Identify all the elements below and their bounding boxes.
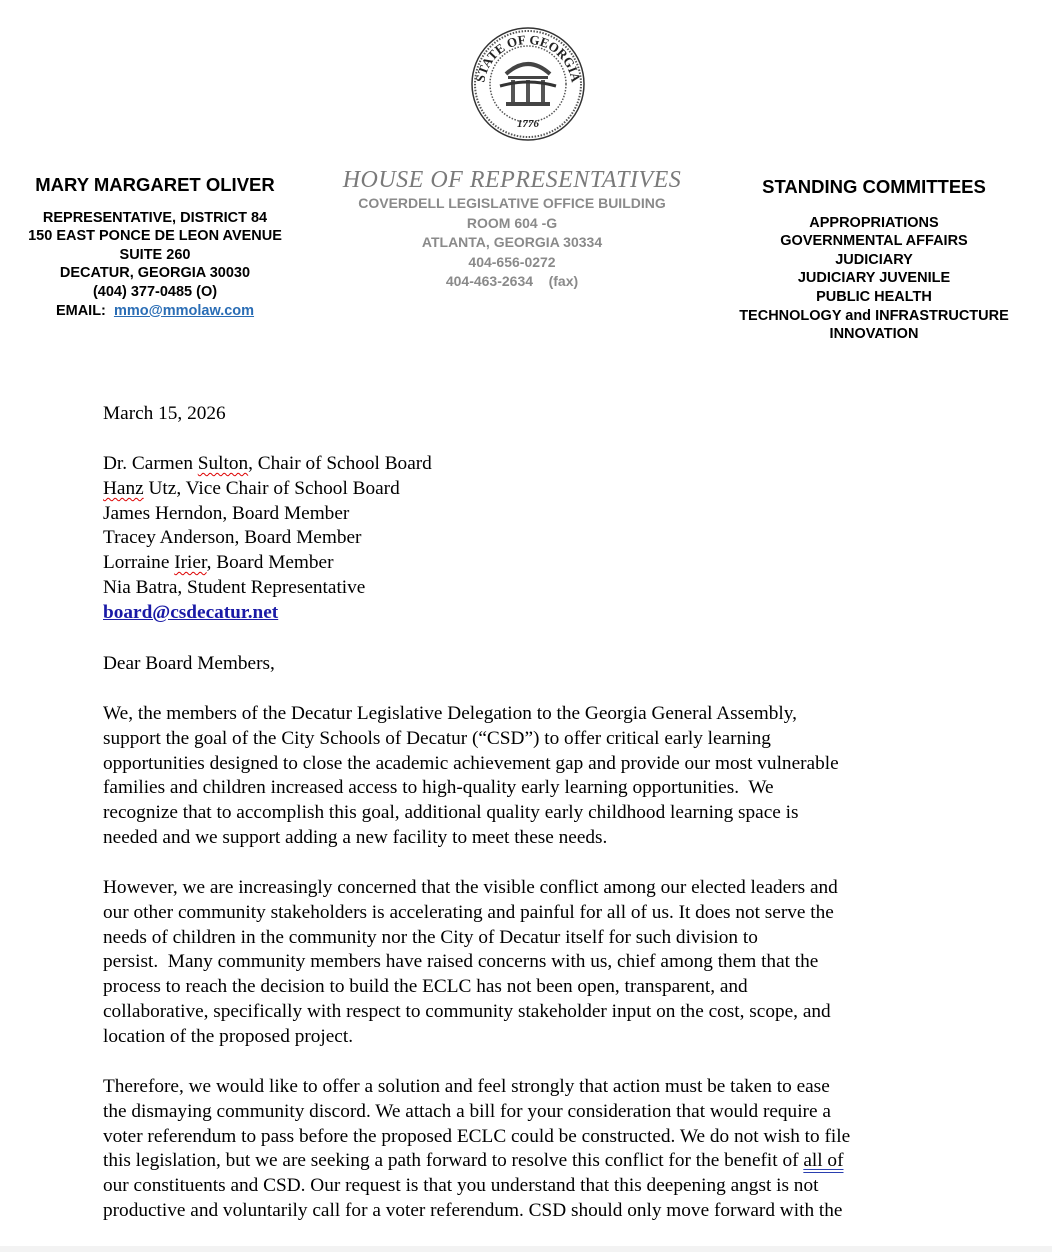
office-line: ATLANTA, GEORGIA 30334: [421, 234, 603, 250]
office-line: 404-656-0272: [468, 253, 556, 270]
recipient: James Herndon, Board Member: [103, 502, 350, 524]
text-line: However, we are increasingly concerned that the visible conflict among our elected leaders and: [103, 877, 838, 898]
recipient-text: Lorraine: [103, 552, 175, 574]
text-line: Therefore, we would like to offer a solution and feel strongly that action must be taken to ease: [103, 1076, 830, 1097]
office-line: 404-463-2634 (fax): [445, 273, 579, 289]
committee: JUDICIARY: [835, 251, 913, 268]
text-line: location of the proposed project.: [103, 1025, 354, 1047]
address-line: REPRESENTATIVE, DISTRICT 84: [42, 209, 268, 226]
text-line: needs of children in the community nor the City of Decatur itself for such division to: [103, 926, 758, 948]
recipient: Nia Batra, Student Representative: [103, 576, 366, 598]
svg-text:STATE OF GEORGIA: STATE OF GEORGIA: [472, 31, 584, 84]
salutation: Dear Board Members,: [103, 653, 275, 674]
office-line: ROOM 604 -G: [466, 214, 558, 231]
text-line: support the goal of the City Schools of Decatur (“CSD”) to offer critical early learning: [103, 727, 771, 749]
committee: JUDICIARY JUVENILE: [797, 270, 951, 287]
house-office: [300, 166, 724, 292]
text-line: [103, 1149, 850, 1174]
recipient: [103, 551, 432, 576]
text-segment: this legislation, but we are seeking a path forward to resolve this conflict for the benefit of: [103, 1150, 804, 1172]
committee: INNOVATION: [829, 326, 919, 343]
committee: GOVERNMENTAL AFFAIRS: [780, 233, 968, 250]
recipient-text: Utz, Vice Chair of School Board: [143, 477, 400, 499]
recipient: Tracey Anderson, Board Member: [103, 527, 362, 549]
letter-date: March 15, 2026: [103, 403, 226, 424]
email-link[interactable]: mmo@mmolaw.com: [113, 302, 255, 319]
text-line: process to reach the decision to build the ECLC has not been open, transparent, and: [103, 976, 748, 998]
address-line: 150 EAST PONCE DE LEON AVENUE: [28, 228, 282, 245]
address-line: DECATUR, GEORGIA 30030: [59, 265, 251, 282]
text-line: families and children increased access to high-quality early learning opportunities. We: [103, 777, 774, 799]
page-bottom-edge: [0, 1246, 1052, 1252]
recipient: [103, 477, 432, 502]
email-label: EMAIL:: [55, 302, 106, 319]
house-title: HOUSE OF REPRESENTATIVES: [342, 167, 682, 193]
text-line: voter referendum to pass before the proposed ECLC could be constructed. We do not wish to file: [103, 1125, 851, 1147]
recipient-text: Dr. Carmen: [103, 453, 198, 474]
board-email-link[interactable]: board@csdecatur.net: [103, 601, 279, 623]
paragraph-2: [103, 876, 838, 1050]
office-line: COVERDELL LEGISLATIVE OFFICE BUILDING: [358, 195, 666, 211]
spellcheck-flag[interactable]: Irier: [174, 552, 207, 574]
representative-contact: [0, 176, 310, 320]
standing-committees: [714, 178, 1034, 344]
text-line: recognize that to accomplish this goal, additional quality early childhood learning space is: [103, 802, 799, 824]
spellcheck-flag[interactable]: Sulton: [197, 453, 249, 474]
email-line: [0, 302, 310, 321]
recipient-text: , Board Member: [206, 552, 334, 574]
committee: PUBLIC HEALTH: [816, 288, 932, 305]
committee: TECHNOLOGY and INFRASTRUCTURE: [739, 307, 1009, 324]
paragraph-1: [103, 702, 839, 851]
state-of-georgia-seal: [470, 26, 586, 142]
recipient-text: , Chair of School Board: [248, 453, 432, 474]
spellcheck-flag[interactable]: Hanz: [103, 477, 144, 499]
text-line: needed and we support adding a new facility to meet these needs.: [103, 826, 608, 848]
text-line: persist. Many community members have raised concerns with us, chief among them that the: [103, 951, 819, 973]
text-line: collaborative, specifically with respect to community stakeholder input on the cost, scope, and: [103, 1000, 831, 1022]
text-line: opportunities designed to close the academic achievement gap and provide our most vulnerable: [103, 752, 839, 774]
representative-name: MARY MARGARET OLIVER: [35, 174, 275, 195]
text-line: productive and voluntarily call for a voter referendum. CSD should only move forward with the: [103, 1199, 843, 1221]
phone-line: (404) 377-0485 (O): [92, 283, 218, 300]
committee: APPROPRIATIONS: [809, 214, 939, 231]
text-line: our constituents and CSD. Our request is that you understand that this deepening angst is not: [103, 1175, 819, 1197]
recipient: [103, 452, 432, 477]
text-line: the dismaying community discord. We attach a bill for your consideration that would require a: [103, 1100, 831, 1122]
text-line: We, the members of the Decatur Legislative Delegation to the Georgia General Assembly,: [103, 703, 797, 724]
recipients: [103, 452, 432, 626]
text-line: our other community stakeholders is accelerating and painful for all of us. It does not serve the: [103, 901, 834, 923]
grammar-flag[interactable]: all of: [803, 1150, 844, 1172]
committees-title: STANDING COMMITTEES: [762, 176, 986, 197]
paragraph-3: [103, 1075, 850, 1224]
address-line: SUITE 260: [119, 246, 191, 263]
svg-text:1776: 1776: [517, 118, 539, 130]
